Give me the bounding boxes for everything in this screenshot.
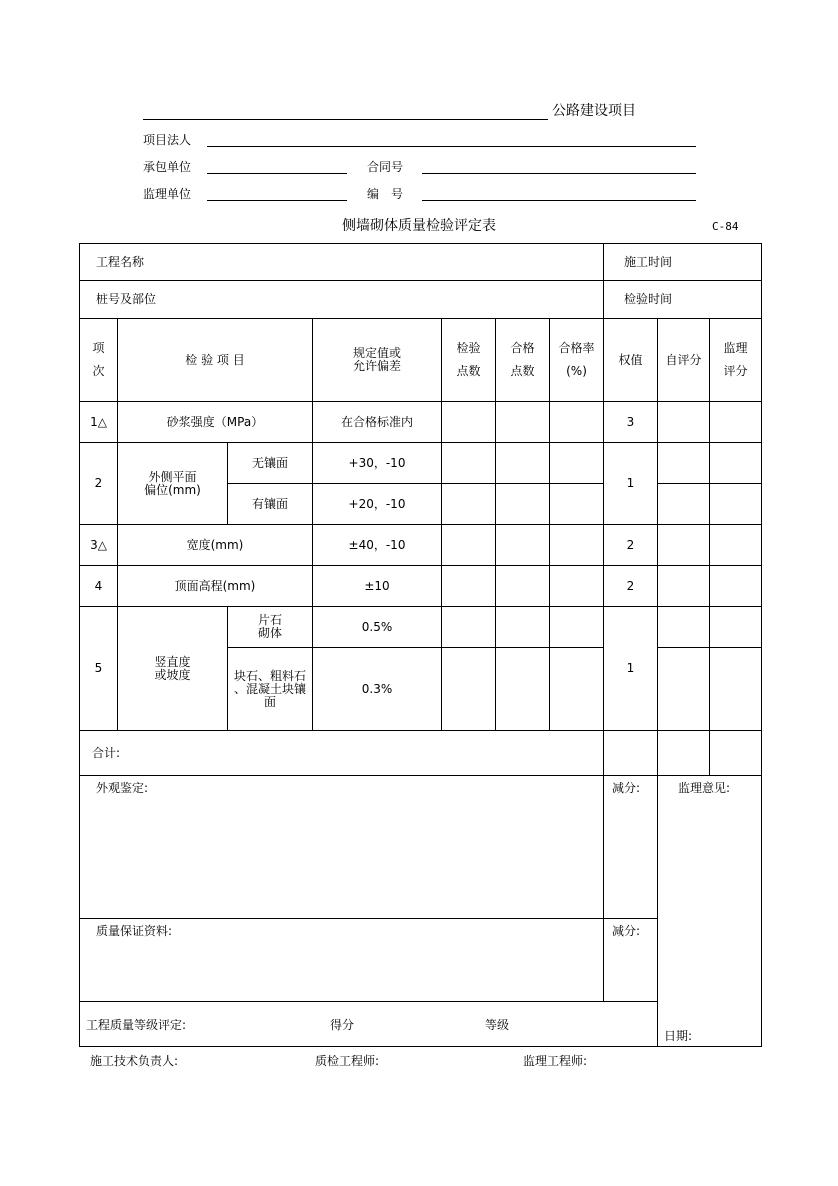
tech-lead-label: 施工技术负责人:	[90, 1054, 179, 1068]
row2-no: 2	[94, 476, 103, 490]
row2-weight: 1	[626, 476, 635, 490]
number-label: 编 号	[367, 187, 404, 201]
construction-time-label: 施工时间	[624, 254, 673, 269]
owner-field[interactable]	[207, 146, 696, 147]
row4-spec: ±10	[364, 578, 390, 593]
col-sup-score: 监理 评分	[723, 341, 748, 378]
row5-spec-b: 0.3%	[361, 681, 393, 696]
row2-item: 外侧平面 偏位(mm)	[144, 469, 201, 497]
contractor-field[interactable]	[207, 173, 347, 174]
grade-eval-label: 工程质量等级评定:	[86, 1018, 187, 1032]
table-border-bottom	[79, 1046, 762, 1047]
col-pass-rate: 合格率 (%)	[558, 341, 595, 378]
row5-no: 5	[94, 661, 103, 675]
row5-spec-a: 0.5%	[361, 619, 393, 634]
row1-weight: 3	[626, 414, 635, 429]
deduct-label-2: 减分:	[612, 924, 641, 938]
row5-sub-a: 片石 砌体	[257, 613, 282, 640]
col-points: 检验 点数	[456, 341, 481, 378]
row1-spec: 在合格标准内	[340, 414, 413, 429]
col-self-score: 自评分	[665, 352, 702, 367]
quality-docs-label: 质量保证资料:	[96, 924, 173, 938]
supervisor-field[interactable]	[207, 200, 347, 201]
owner-label: 项目法人	[143, 133, 192, 147]
contractor-label: 承包单位	[143, 160, 192, 174]
row2-sub-a: 无镶面	[251, 455, 288, 470]
grid-line	[79, 1001, 658, 1002]
row4-item: 顶面高程(mm)	[174, 578, 256, 593]
row5-weight: 1	[626, 661, 635, 675]
station-label: 桩号及部位	[96, 292, 157, 306]
table-border-right	[761, 243, 762, 1047]
project-name-value[interactable]	[200, 244, 600, 280]
number-field[interactable]	[422, 200, 696, 201]
grid-line	[657, 318, 658, 1046]
supervisor-label: 监理单位	[143, 187, 192, 201]
row4-no: 4	[94, 578, 103, 593]
form-code: C-84	[712, 220, 739, 233]
row2-spec-a: +30，-10	[348, 455, 406, 470]
form-title: 侧墙砌体质量检验评定表	[342, 218, 496, 234]
col-item: 检 验 项 目	[185, 352, 245, 367]
row5-sub-b: 块石、粗料石 、混凝土块镶 面	[233, 668, 306, 709]
project-name-underline[interactable]	[143, 119, 548, 120]
appearance-label: 外观鉴定:	[96, 781, 149, 795]
col-pass-points: 合格 点数	[510, 341, 535, 378]
row3-weight: 2	[626, 537, 635, 552]
col-spec: 规定值或 允许偏差	[352, 346, 401, 373]
col-item-no: 项 次	[92, 341, 105, 378]
project-suffix: 公路建设项目	[552, 103, 636, 119]
row2-sub-b: 有镶面	[251, 496, 288, 511]
total-label: 合计:	[92, 745, 121, 760]
score-label: 得分	[330, 1018, 355, 1032]
project-name-label: 工程名称	[96, 254, 145, 269]
row5-item: 竖直度 或坡度	[154, 654, 191, 682]
col-weight: 权值	[618, 352, 643, 367]
row3-item: 宽度(mm)	[186, 537, 244, 552]
inspection-time-label: 检验时间	[624, 292, 673, 306]
row3-no: 3△	[90, 537, 107, 552]
supervisor-opinion-label: 监理意见:	[678, 781, 731, 795]
contract-no-field[interactable]	[422, 173, 696, 174]
qc-engineer-label: 质检工程师:	[315, 1054, 380, 1068]
row1-item: 砂浆强度（MPa）	[166, 414, 264, 429]
sup-engineer-label: 监理工程师:	[523, 1054, 588, 1068]
row1-no: 1△	[90, 414, 107, 429]
date-label: 日期:	[664, 1029, 693, 1043]
deduct-label-1: 减分:	[612, 781, 641, 795]
grade-label: 等级	[485, 1018, 510, 1032]
row4-weight: 2	[626, 578, 635, 593]
row3-spec: ±40，-10	[348, 537, 406, 552]
row2-spec-b: +20，-10	[348, 496, 406, 511]
contract-no-label: 合同号	[367, 160, 404, 174]
